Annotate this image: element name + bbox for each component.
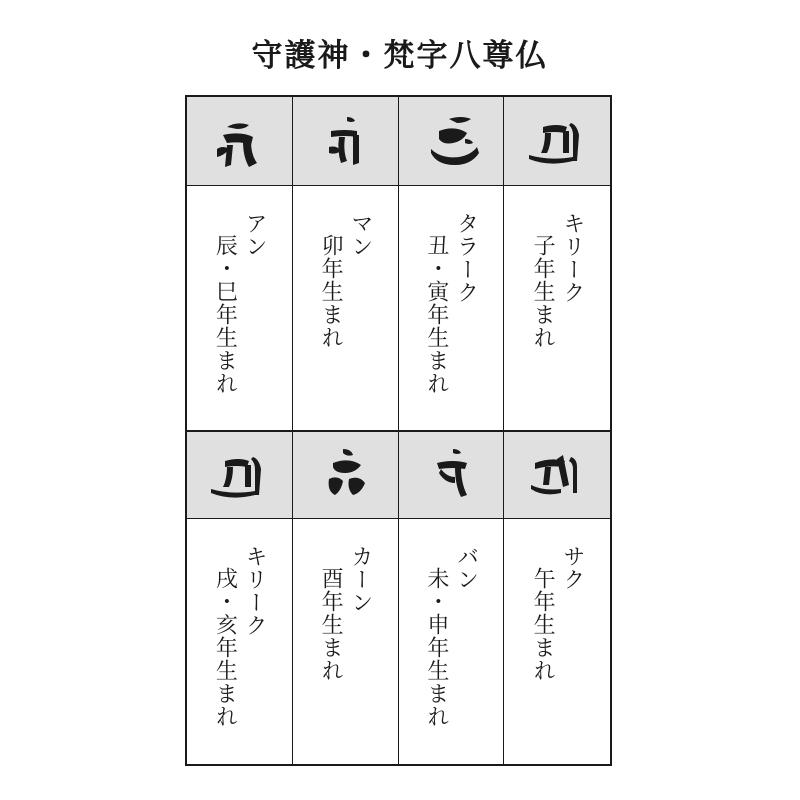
deity-cell xyxy=(399,186,505,432)
siddham-kan-icon xyxy=(303,439,387,511)
glyph-cell xyxy=(293,97,399,186)
siddham-tarak-icon xyxy=(409,105,493,177)
siddham-kiriku-icon xyxy=(515,105,599,177)
deity-cell xyxy=(187,186,293,432)
birth-years: 卯年生まれ xyxy=(318,234,344,349)
siddham-saku-icon xyxy=(515,439,599,511)
deity-syllable: マン xyxy=(347,212,373,258)
deity-cell xyxy=(293,519,399,764)
deity-cell xyxy=(504,519,610,764)
birth-years: 丑・寅年生まれ xyxy=(423,234,449,395)
glyph-cell xyxy=(399,97,505,186)
siddham-man-icon xyxy=(303,105,387,177)
eight-deities-table xyxy=(185,95,612,766)
birth-years: 酉年生まれ xyxy=(318,567,344,682)
birth-years: 未・申年生まれ xyxy=(423,567,449,728)
glyph-cell xyxy=(504,97,610,186)
deity-syllable: キリーク xyxy=(559,212,585,304)
deity-syllable: キリーク xyxy=(242,545,268,637)
siddham-ban-icon xyxy=(409,439,493,511)
deity-syllable: バン xyxy=(453,545,479,591)
birth-years: 戌・亥年生まれ xyxy=(212,567,238,728)
siddham-an-icon xyxy=(197,105,281,177)
glyph-cell xyxy=(504,432,610,519)
deity-syllable: カーン xyxy=(347,545,373,614)
glyph-cell xyxy=(187,432,293,519)
glyph-cell xyxy=(187,97,293,186)
deity-syllable: アン xyxy=(242,212,268,258)
page-title: 守護神・梵字八尊仏 xyxy=(251,38,549,74)
deity-cell xyxy=(293,186,399,432)
deity-syllable: サク xyxy=(559,545,585,591)
deity-cell xyxy=(504,186,610,432)
deity-cell xyxy=(399,519,505,764)
birth-years: 午年生まれ xyxy=(530,567,556,682)
deity-cell xyxy=(187,519,293,764)
glyph-cell xyxy=(399,432,505,519)
siddham-kiriku-icon xyxy=(197,439,281,511)
glyph-cell xyxy=(293,432,399,519)
birth-years: 子年生まれ xyxy=(530,234,556,349)
deity-syllable: タラーク xyxy=(453,212,479,304)
birth-years: 辰・巳年生まれ xyxy=(212,234,238,395)
